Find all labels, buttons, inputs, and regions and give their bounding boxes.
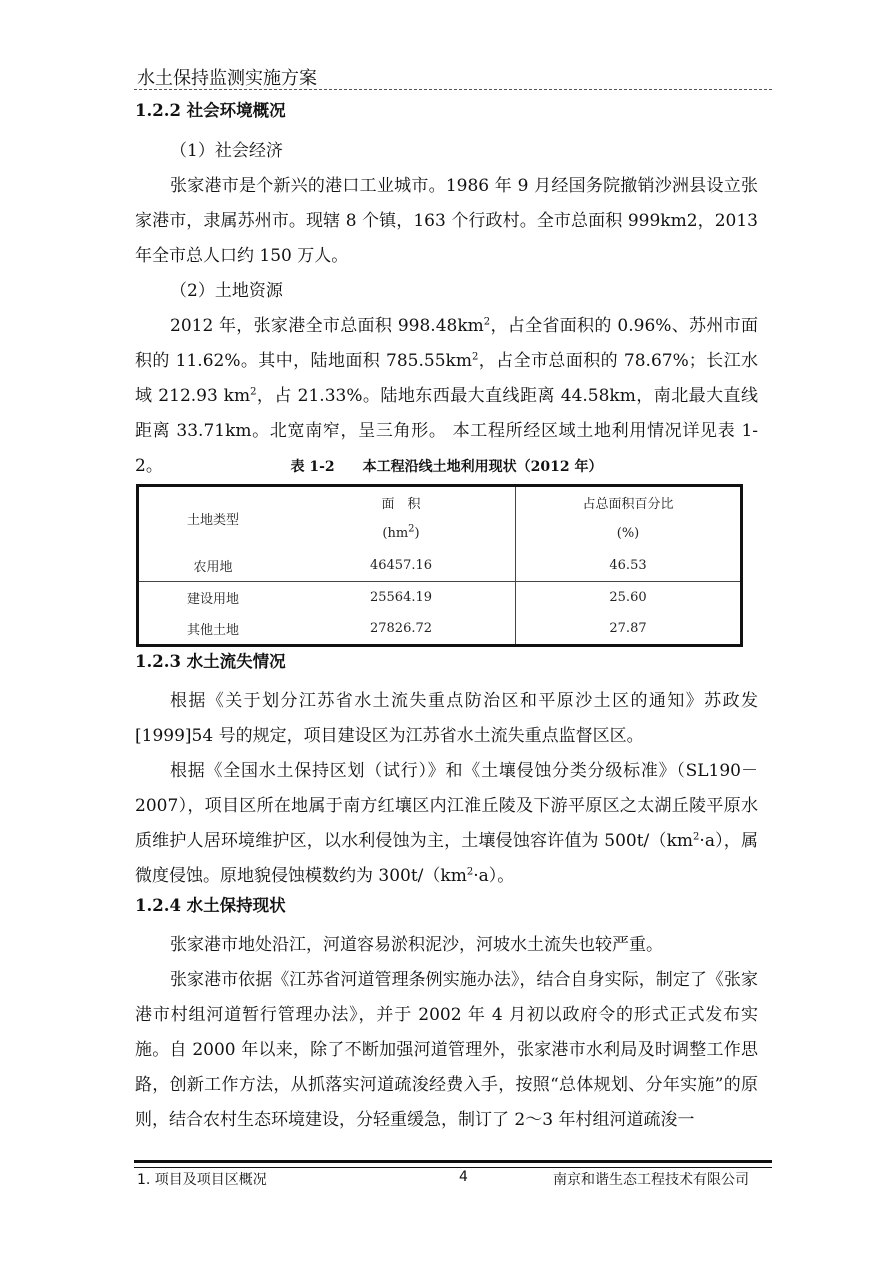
header-percent: 占总面积百分比 [516,486,742,518]
section-heading-1-2-3: 1.2.3 水土流失情况 [135,652,286,671]
table-caption: 表 1-2 本工程沿线土地利用现状（2012 年） [290,459,603,475]
footer-chapter: 1. 项目及项目区概况 [137,1172,267,1188]
header-area-unit: $(hm^2)$ [382,523,420,541]
cell-percent: 46.53 [516,550,742,582]
paragraph-river-siltation: 张家港市地处沿江，河道容易淤积泥沙，河坡水土流失也较严重。 [170,935,663,955]
cell-percent: 25.60 [516,582,742,614]
section-heading-1-2-2: 1.2.2 社会环境概况 [135,101,286,120]
footer-page-number: 4 [459,1169,468,1185]
table-row [138,550,742,582]
table-row [138,614,742,646]
header-land-type: 土地类型 [186,512,239,528]
paragraph-erosion-zoning: 根据《关于划分江苏省水土流失重点防治区和平原沙土区的通知》苏政发[1999]54 号的规定，项目建设区为江苏省水土流失重点监督区区。 [135,691,758,746]
header-percent-unit: (%) [516,518,742,550]
footer-rule [134,1160,772,1168]
table-header-row [138,486,742,518]
footer-company: 南京和谐生态工程技术有限公司 [553,1172,749,1188]
subheading-land-resources: （2）土地资源 [170,281,283,301]
cell-area: 46457.16 [369,557,433,573]
paragraph-river-management: 张家港市依据《江苏省河道管理条例实施办法》，结合自身实际，制定了《张家港市村组河道暂行管理办法》，并于 2002 年 4 月初以政府令的形式正式发布实施。自 2000 年以来，除了不断加强河道管理外，张家港市水利局及时调整工作思路，创新工作方法，从抓落实河道疏浚经费入手，按照“总体规划、分年实施”的原则，结合农村生态环境建设，分轻重缓急，制订了 2～3 年村组河道疏浚一 [135,970,758,1130]
paragraph-land-resources: 2012 年，张家港全市总面积 $998.48km^2$，占全省面积的 0.96%、苏州市面积的 11.62%。其中，陆地面积 $785.55km^2$，占全市总面积的 78.67%；长江水域 212.93 $km^2$，占 21.33%。陆地东西最大直线距离 44.58km，南北最大直线距离 33.71km。北宽南窄，呈三角形。 本工程所经区域土地利用情况详见表 1-2。 [135,316,759,476]
cell-percent: 27.87 [516,614,742,646]
cell-land-type: 建设用地 [138,582,288,614]
header-title: 水土保持监测实施方案 [137,68,317,89]
table-row [138,582,742,614]
cell-area: 25564.19 [287,582,516,614]
cell-land-type: 其他土地 [186,623,239,639]
header-rule [134,89,772,90]
paragraph-social-economy: 张家港市是个新兴的港口工业城市。1986 年 9 月经国务院撤销沙洲县设立张家港市，隶属苏州市。现辖 8 个镇，163 个行政村。全市总面积 999km2，2013 年全市总人口约 150 万人。 [135,176,758,266]
header-area: 面 积 [381,496,421,512]
subheading-social-economy: （1）社会经济 [170,141,283,161]
land-use-table [136,484,743,647]
paragraph-erosion-standard: 根据《全国水土保持区划（试行）》和《土壤侵蚀分类分级标准》（SL190－2007），项目区所在地属于南方红壤区内江淮丘陵及下游平原区之太湖丘陵平原水质维护人居环境维护区，以水利侵蚀为主，土壤侵蚀容许值为 $500t/(km^2\cdot a)$，属微度侵蚀。原地貌侵蚀模数约为 $300t/(km^2\cdot a)$。 [135,761,758,886]
section-heading-1-2-4: 1.2.4 水土保持现状 [135,896,286,915]
cell-area: 27826.72 [369,621,433,637]
cell-land-type: 农用地 [193,559,233,575]
